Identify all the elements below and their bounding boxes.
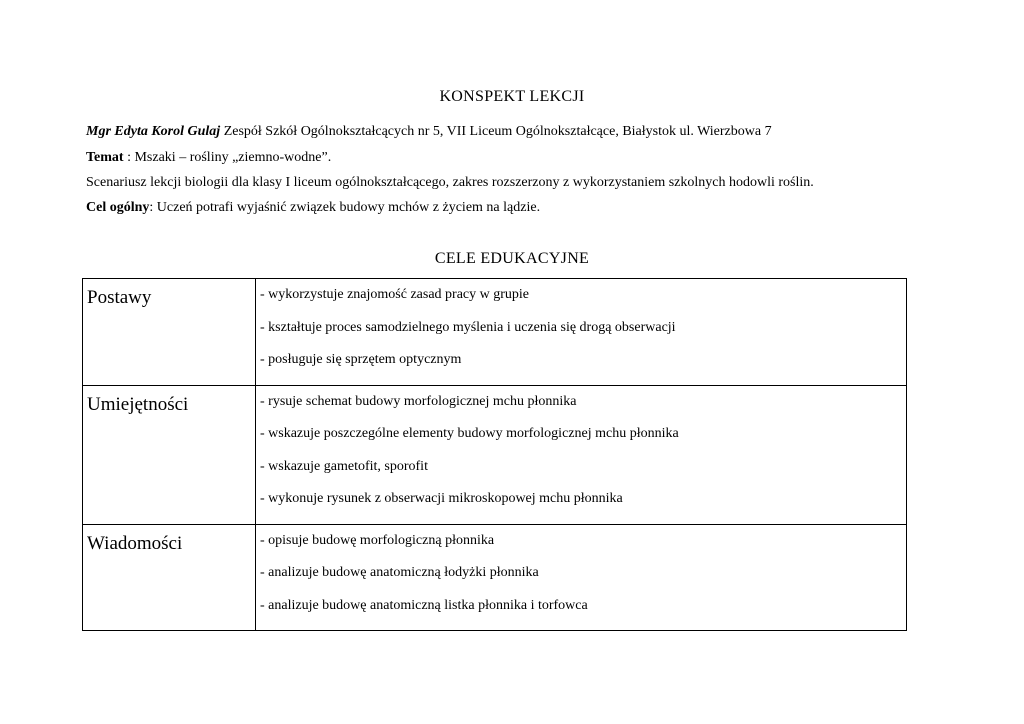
author-school: Zespół Szkół Ogólnokształcących nr 5, VII Liceum Ogólnokształcące, Białystok ul. Wierzbowa 7 — [220, 124, 772, 139]
list-item: - kształtuje proces samodzielnego myślenia i uczenia się drogą obserwacji — [260, 319, 676, 335]
goal-value: : Uczeń potrafi wyjaśnić związek budowy mchów z życiem na lądzie. — [149, 200, 541, 215]
list-item: - opisuje budowę morfologiczną płonnika — [260, 532, 495, 548]
scenario-line: Scenariusz lekcji biologii dla klasy I liceum ogólnokształcącego, zakres rozszerzony z wykorzystaniem szkolnych hodowli roślin. — [86, 175, 814, 190]
table-row — [83, 524, 907, 631]
items-cell — [256, 524, 907, 631]
topic-line — [86, 150, 331, 166]
table-row — [83, 279, 907, 386]
table-row — [83, 385, 907, 524]
topic-value: : Mszaki – rośliny „ziemno-wodne”. — [123, 150, 332, 165]
category-cell: Umiejętności — [83, 385, 256, 524]
category-cell: Postawy — [83, 279, 256, 386]
topic-label: Temat — [86, 150, 124, 165]
list-item: - wykonuje rysunek z obserwacji mikroskopowej mchu płonnika — [260, 491, 623, 506]
category-cell: Wiadomości — [83, 524, 256, 631]
document-title: KONSPEKT LEKCJI — [439, 88, 585, 105]
goal-label: Cel ogólny — [86, 200, 150, 215]
list-item: - analizuje budowę anatomiczną łodyżki płonnika — [260, 565, 539, 580]
list-item: - analizuje budowę anatomiczną listka płonnika i torfowca — [260, 597, 588, 613]
author-name: Mgr Edyta Korol Gulaj — [86, 124, 221, 139]
list-item: - posługuje się sprzętem optycznym — [260, 352, 462, 367]
list-item: - rysuje schemat budowy morfologicznej mchu płonnika — [260, 393, 577, 409]
items-cell — [256, 385, 907, 524]
goals-table — [82, 278, 907, 631]
list-item: - wskazuje poszczególne elementy budowy morfologicznej mchu płonnika — [260, 426, 679, 441]
items-cell — [256, 279, 907, 386]
goal-line — [86, 200, 540, 216]
author-line — [86, 124, 772, 140]
section-title: CELE EDUKACYJNE — [434, 250, 590, 267]
list-item: - wskazuje gametofit, sporofit — [260, 458, 428, 474]
list-item: - wykorzystuje znajomość zasad pracy w grupie — [260, 287, 530, 302]
